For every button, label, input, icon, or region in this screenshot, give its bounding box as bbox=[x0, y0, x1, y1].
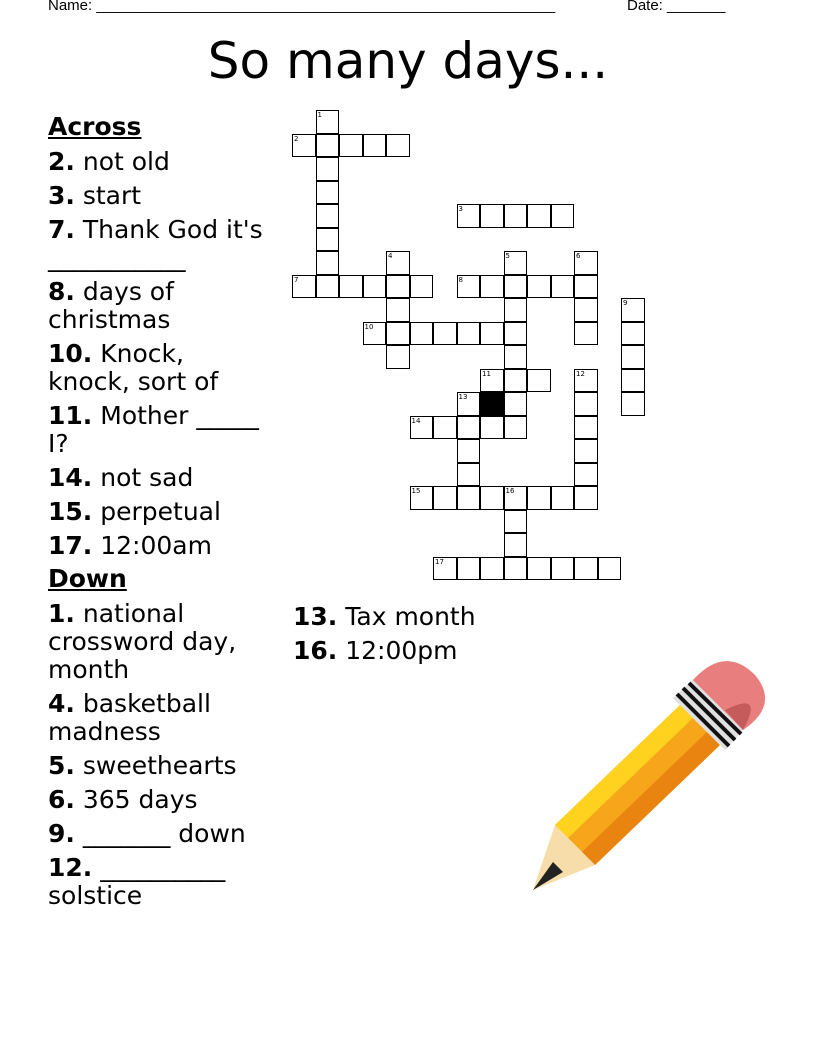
clue-number: 8. bbox=[48, 277, 75, 306]
grid-cell[interactable] bbox=[574, 416, 598, 440]
cell-number: 2 bbox=[294, 134, 299, 143]
cell-number: 13 bbox=[458, 393, 468, 401]
cell-number: 5 bbox=[505, 252, 510, 260]
grid-cell[interactable] bbox=[504, 298, 528, 322]
grid-cell[interactable] bbox=[363, 134, 387, 158]
grid-cell[interactable] bbox=[457, 322, 481, 346]
grid-cell[interactable] bbox=[574, 439, 598, 463]
grid-cell[interactable] bbox=[551, 486, 575, 510]
clue-text: start bbox=[74, 181, 142, 210]
name-label: Name: _______________________________________________________ bbox=[48, 0, 556, 14]
clue-number: 17. bbox=[48, 531, 93, 560]
grid-cell[interactable] bbox=[433, 416, 457, 440]
grid-cell[interactable] bbox=[621, 322, 645, 346]
grid-cell[interactable] bbox=[386, 322, 410, 346]
clue-text: 12:00pm bbox=[337, 636, 458, 665]
grid-cell[interactable] bbox=[292, 275, 316, 299]
clue-number: 14. bbox=[48, 463, 93, 492]
grid-cell[interactable] bbox=[504, 204, 528, 228]
grid-cell[interactable] bbox=[386, 298, 410, 322]
grid-cell[interactable] bbox=[504, 486, 528, 510]
grid-cell[interactable] bbox=[457, 557, 481, 581]
across-heading: Across bbox=[48, 112, 142, 141]
grid-cell[interactable] bbox=[457, 204, 481, 228]
cell-number: 3 bbox=[458, 205, 463, 213]
grid-cell[interactable] bbox=[410, 486, 434, 510]
clue-text: national crossword day, month bbox=[48, 599, 237, 684]
grid-cell[interactable] bbox=[480, 369, 504, 393]
cell-number: 16 bbox=[505, 487, 515, 495]
grid-cell[interactable] bbox=[386, 251, 410, 275]
grid-cell[interactable] bbox=[480, 204, 504, 228]
grid-cell[interactable] bbox=[574, 463, 598, 487]
cell-number: 4 bbox=[388, 252, 393, 260]
grid-cell[interactable] bbox=[457, 416, 481, 440]
grid-cell[interactable] bbox=[504, 275, 528, 299]
grid-cell[interactable] bbox=[457, 463, 481, 487]
clue-text: not sad bbox=[92, 463, 194, 492]
grid-cell[interactable] bbox=[363, 275, 387, 299]
grid-cell[interactable] bbox=[316, 251, 340, 275]
grid-cell[interactable] bbox=[551, 557, 575, 581]
grid-cell[interactable] bbox=[480, 275, 504, 299]
cell-number: 17 bbox=[435, 557, 444, 566]
grid-cell[interactable] bbox=[574, 392, 598, 416]
grid-cell[interactable] bbox=[480, 486, 504, 510]
grid-cell[interactable] bbox=[574, 322, 598, 346]
pencil-body bbox=[555, 705, 720, 865]
clue-text: 12:00am bbox=[92, 531, 212, 560]
grid-cell[interactable] bbox=[551, 204, 575, 228]
cell-number: 11 bbox=[482, 369, 491, 378]
grid-cell[interactable] bbox=[527, 369, 551, 393]
grid-cell[interactable] bbox=[457, 439, 481, 463]
clue-number: 7. bbox=[48, 215, 75, 244]
grid-cell[interactable] bbox=[316, 110, 340, 134]
page-title: So many days... bbox=[207, 32, 609, 90]
grid-cell[interactable] bbox=[480, 416, 504, 440]
grid-cell[interactable] bbox=[457, 275, 481, 299]
clue-number: 6. bbox=[48, 785, 75, 814]
clue-text: 365 days bbox=[74, 785, 198, 814]
grid-cell[interactable] bbox=[527, 204, 551, 228]
grid-cell[interactable] bbox=[292, 134, 316, 158]
clue-text: Thank God it's ___________ bbox=[48, 215, 263, 272]
clue-text: basketball madness bbox=[48, 689, 211, 746]
grid-cell[interactable] bbox=[480, 557, 504, 581]
grid-cell[interactable] bbox=[504, 557, 528, 581]
grid-cell[interactable] bbox=[386, 134, 410, 158]
clue-text: not old bbox=[74, 147, 170, 176]
grid-cell[interactable] bbox=[339, 275, 363, 299]
grid-cell[interactable] bbox=[316, 228, 340, 252]
cell-number: 6 bbox=[576, 252, 581, 260]
cell-number: 15 bbox=[411, 487, 421, 495]
clue-text: perpetual bbox=[92, 497, 221, 526]
grid-cell[interactable] bbox=[316, 181, 340, 205]
clue-number: 3. bbox=[48, 181, 75, 210]
grid-cell[interactable] bbox=[316, 134, 340, 158]
clue-text: sweethearts bbox=[74, 751, 237, 780]
clue-number: 5. bbox=[48, 751, 75, 780]
cell-number: 12 bbox=[576, 369, 585, 378]
grid-cell[interactable] bbox=[363, 322, 387, 346]
grid-cell[interactable] bbox=[574, 298, 598, 322]
down-heading: Down bbox=[48, 564, 127, 593]
grid-cell[interactable] bbox=[504, 510, 528, 534]
grid-cell[interactable] bbox=[433, 486, 457, 510]
cell-number: 9 bbox=[623, 299, 628, 307]
grid-cell[interactable] bbox=[410, 275, 434, 299]
clue-number: 1. bbox=[48, 599, 75, 628]
clue-number: 12. bbox=[48, 853, 93, 882]
grid-cell[interactable] bbox=[316, 204, 340, 228]
grid-cell[interactable] bbox=[574, 557, 598, 581]
clue-number: 4. bbox=[48, 689, 75, 718]
grid-cell[interactable] bbox=[574, 275, 598, 299]
grid-cell[interactable] bbox=[433, 557, 457, 581]
grid-cell[interactable] bbox=[504, 392, 528, 416]
grid-cell[interactable] bbox=[410, 416, 434, 440]
clue-text: Tax month bbox=[337, 602, 476, 631]
grid-cell[interactable] bbox=[621, 369, 645, 393]
grid-cell[interactable] bbox=[504, 345, 528, 369]
grid-cell[interactable] bbox=[527, 486, 551, 510]
grid-cell[interactable] bbox=[504, 322, 528, 346]
clue-text: __________ solstice bbox=[48, 853, 226, 910]
grid-cell-black bbox=[480, 392, 504, 416]
pencil-icon bbox=[525, 650, 775, 900]
clue-number: 10. bbox=[48, 339, 93, 368]
grid-cell[interactable] bbox=[574, 486, 598, 510]
grid-cell[interactable] bbox=[316, 275, 340, 299]
cell-number: 1 bbox=[317, 111, 322, 119]
clue-text: _______ down bbox=[74, 819, 246, 848]
clue-number: 13. bbox=[293, 602, 338, 631]
clue-number: 2. bbox=[48, 147, 75, 176]
clue-text: Knock, knock, sort of bbox=[48, 339, 219, 396]
grid-cell[interactable] bbox=[621, 392, 645, 416]
cell-number: 14 bbox=[411, 416, 421, 425]
grid-cell[interactable] bbox=[457, 486, 481, 510]
grid-cell[interactable] bbox=[574, 369, 598, 393]
grid-cell[interactable] bbox=[621, 298, 645, 322]
clue-text: Mother _____ I? bbox=[48, 401, 259, 458]
grid-cell[interactable] bbox=[386, 345, 410, 369]
grid-cell[interactable] bbox=[504, 251, 528, 275]
cell-number: 8 bbox=[458, 275, 463, 284]
grid-cell[interactable] bbox=[316, 157, 340, 181]
date-label: Date: _______ bbox=[627, 0, 726, 14]
grid-cell[interactable] bbox=[386, 275, 410, 299]
grid-cell[interactable] bbox=[433, 322, 457, 346]
clue-number: 16. bbox=[293, 636, 338, 665]
grid-cell[interactable] bbox=[574, 251, 598, 275]
clue-number: 11. bbox=[48, 401, 93, 430]
cell-number: 7 bbox=[294, 275, 299, 284]
grid-cell[interactable] bbox=[504, 533, 528, 557]
grid-cell[interactable] bbox=[339, 134, 363, 158]
grid-cell[interactable] bbox=[551, 275, 575, 299]
grid-cell[interactable] bbox=[480, 322, 504, 346]
grid-cell[interactable] bbox=[457, 392, 481, 416]
grid-cell[interactable] bbox=[504, 369, 528, 393]
clue-number: 15. bbox=[48, 497, 93, 526]
grid-cell[interactable] bbox=[410, 322, 434, 346]
cell-number: 10 bbox=[364, 322, 374, 331]
grid-cell[interactable] bbox=[504, 416, 528, 440]
clue-text: days of christmas bbox=[48, 277, 174, 334]
grid-cell[interactable] bbox=[527, 557, 551, 581]
grid-cell[interactable] bbox=[598, 557, 622, 581]
grid-cell[interactable] bbox=[527, 275, 551, 299]
clue-number: 9. bbox=[48, 819, 75, 848]
grid-cell[interactable] bbox=[621, 345, 645, 369]
